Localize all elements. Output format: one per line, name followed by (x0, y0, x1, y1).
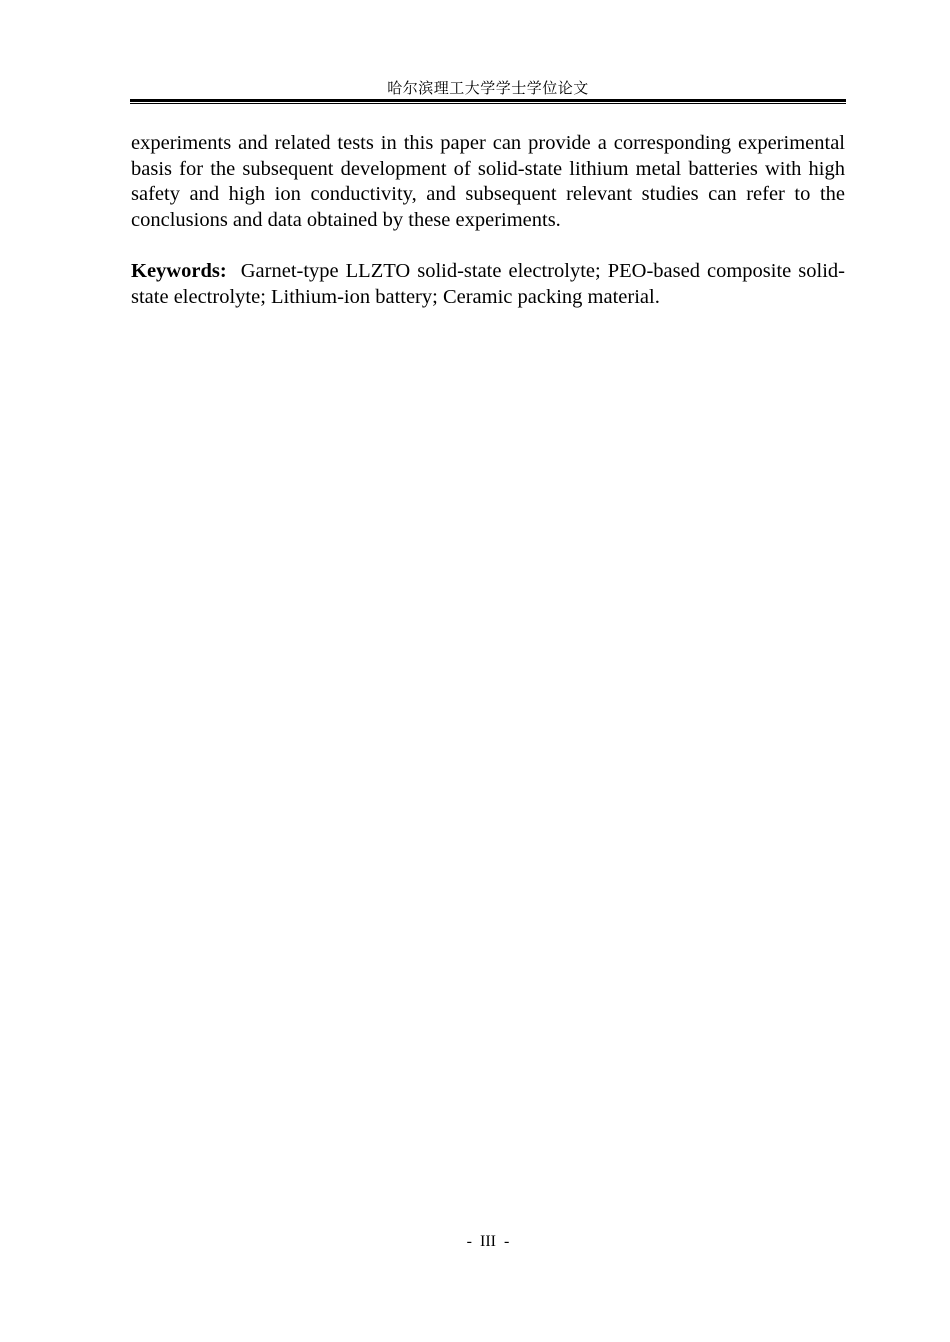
abstract-paragraph: experiments and related tests in this paper can provide a corresponding experimental basis for the subsequent development of solid-state lithium metal batteries with high safety and high ion conductivity, and subsequent relevant studies can refer to the conclusions and data obtained by these experiments. (131, 132, 845, 231)
header-divider-thin (130, 103, 846, 104)
header-divider-thick (130, 99, 846, 102)
keywords-text: Garnet-type LLZTO solid-state electrolyte; PEO-based composite solid-state electrolyte; Lithium-ion battery; Ceramic packing material. (131, 260, 846, 308)
header-title: 哈尔滨理工大学学士学位论文 (387, 81, 589, 97)
header-divider (130, 99, 846, 105)
keywords-label: Keywords: (131, 260, 227, 282)
page-number: - III - (466, 1233, 510, 1250)
keywords-paragraph (131, 259, 845, 310)
page-header (130, 80, 846, 98)
